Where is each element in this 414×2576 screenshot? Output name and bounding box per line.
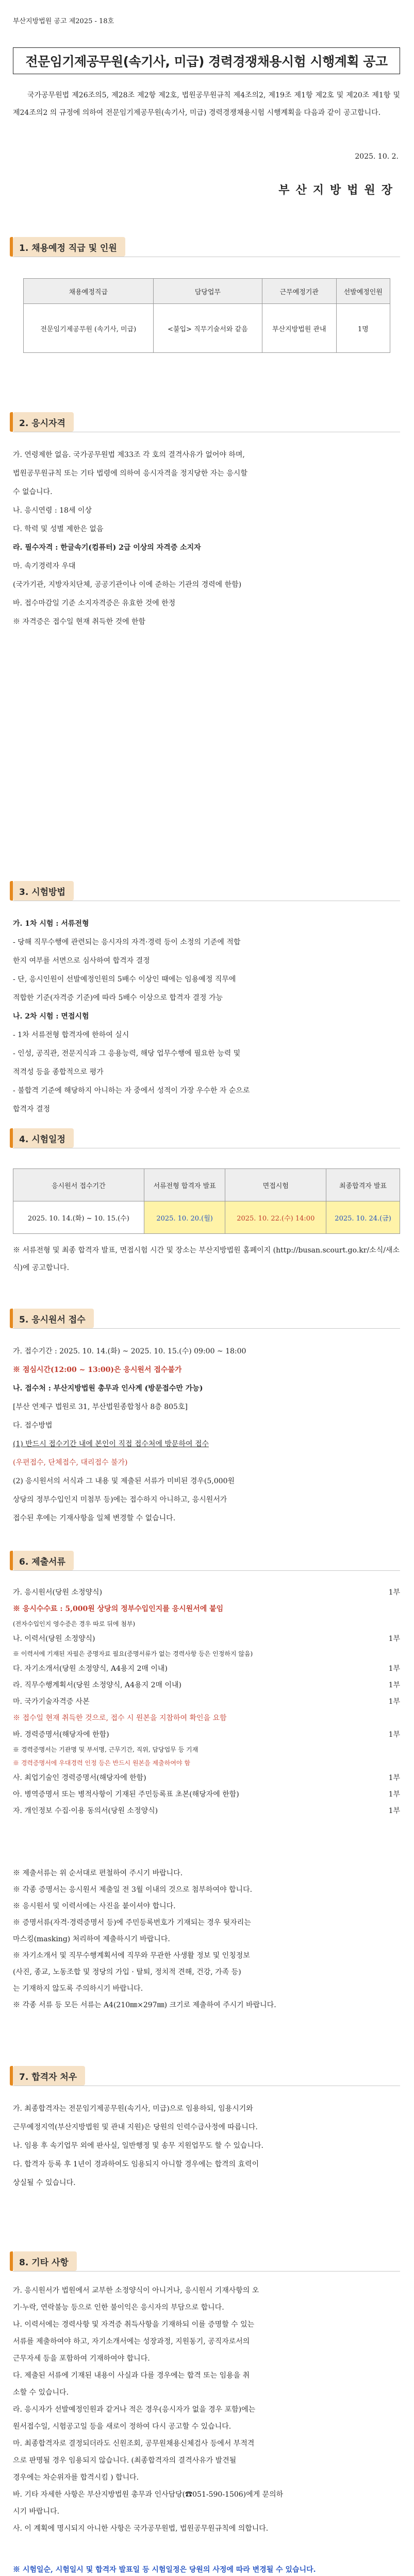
doc-label: 바. 경력증명서(해당자에 한함)	[13, 1731, 109, 1739]
schedule-cell-1: 2025. 10. 20.(월)	[144, 1201, 225, 1234]
schedule-header-0: 응시원서 접수기간	[13, 1169, 144, 1201]
list-item: 가. 연령제한 없음. 국가공무원법 제33조 각 호의 결격사유가 없어야 하며,	[13, 451, 245, 459]
list-item: [부산 연제구 법원로 31, 부산법원종합청사 8층 805호]	[13, 1403, 188, 1411]
section-8	[13, 2251, 400, 2272]
section-3	[13, 881, 400, 901]
recruit-header-0: 채용예정직급	[24, 279, 154, 304]
section-7-title: 7. 합격자 처우	[13, 2066, 85, 2086]
doc-count: 1부	[388, 1774, 400, 1782]
list-item: ※ 각종 증명서는 응시원서 제출일 전 3월 이내의 것으로 첨부하여야 합니다.	[13, 1886, 253, 1894]
list-item	[13, 1803, 400, 1819]
list-item: 사. 이 계획에 명시되지 아니한 사항은 국가공무원법, 법원공무원규칙에 의합니다.	[13, 2524, 269, 2533]
list-item: - 인성, 공직관, 전문지식과 그 응용능력, 해당 업무수행에 필요한 능력 및	[13, 1049, 241, 1058]
list-item: 서류를 제출하여야 하고, 자기소개서에는 성장과정, 지원동기, 공직자로서의	[13, 2337, 250, 2346]
doc-label: 라. 직무수행계획서(당원 소정양식, A4용지 2매 이내)	[13, 1681, 181, 1689]
list-item: (우편접수, 단체접수, 대리접수 불가)	[13, 1459, 128, 1467]
doc-label: ※ 경력증명서는 기관명 및 부서명, 근무기간, 직위, 담당업무 등 기재	[13, 1746, 198, 1753]
doc-label: ※ 경력증명서에 우대경력 인정 등은 반드시 원본을 제출하여야 함	[13, 1759, 190, 1767]
notice-date: 2025. 10. 2.	[355, 152, 399, 161]
list-item: 소할 수 있습니다.	[13, 2388, 69, 2397]
list-item: 다. 제출된 서류에 기재된 내용이 사실과 다를 경우에는 합격 또는 임용을 취	[13, 2371, 250, 2380]
list-item: 적합한 기준(자격증 기준)에 따라 5배수 이상으로 합격자 결정 가능	[13, 994, 223, 1002]
schedule-header-2: 면접시험	[225, 1169, 326, 1201]
schedule-cell-3: 2025. 10. 24.(금)	[326, 1201, 400, 1234]
section-7	[13, 2066, 400, 2086]
doc-label: 나. 이력서(당원 소정양식)	[13, 1635, 95, 1643]
section-2-title: 2. 응시자격	[13, 412, 74, 432]
list-item: ※ 자격증은 접수일 현재 취득한 것에 한함	[13, 618, 146, 626]
list-item	[13, 1743, 400, 1756]
doc-label: ※ 접수일 현재 취득한 것으로, 접수 시 원본을 지참하여 확인을 요함	[13, 1714, 227, 1722]
notice-number: 부산지방법원 공고 제2025 - 18호	[13, 18, 114, 25]
list-item: ※ 점심시간(12:00 ~ 13:00)은 응시원서 접수불가	[13, 1366, 182, 1374]
list-item: - 1차 서류전형 합격자에 한하여 실시	[13, 1031, 129, 1039]
list-item	[13, 1617, 400, 1631]
section-4-title: 4. 시험일정	[13, 1128, 74, 1148]
doc-label: ※ 이력서에 기재된 자필은 증명자료 필요(증명서류가 없는 경력사항 등은 인정하지 않음)	[13, 1650, 253, 1657]
section-6-title: 6. 제출서류	[13, 1551, 74, 1570]
doc-count: 1부	[388, 1588, 400, 1597]
list-item: 마. 최종합격자로 결정되더라도 신원조회, 공무원채용신체검사 등에서 부적격	[13, 2439, 255, 2448]
list-item: - 단, 응시인원이 선발예정인원의 5배수 이상인 때에는 임용예정 직무에	[13, 975, 236, 984]
doc-label: (전자수입인지 영수증은 경우 따로 뒤에 첨부)	[13, 1620, 136, 1628]
list-item: ※ 자기소개서 및 직무수행계획서에 직무와 무관한 사생활 정보 및 인칭정보	[13, 1952, 250, 1960]
schedule-cell-0: 2025. 10. 14.(화) ~ 10. 15.(수)	[13, 1201, 144, 1234]
intro-text: 국가공무원법 제26조의5, 제28조 제2항 제2호, 법원공무원규칙 제4조의2, 제19조 제1항 제2호 및 제20조 제1항 및 제24조의2 의 규정에 의하여 전문임기제공무원(속기사, 미급) 경력경쟁채용시험 시행계획을 다음과 같이 공고합니다.	[13, 91, 400, 117]
doc-count: 1부	[388, 1790, 400, 1799]
list-item	[13, 1786, 400, 1803]
list-item: 가. 최종합격자는 전문임기제공무원(속기사, 미급)으로 임용하되, 임용시기와	[13, 2105, 253, 2113]
list-item: 기·누락, 연락불능 등으로 인한 불이익은 응시자의 부담으로 합니다.	[13, 2303, 224, 2312]
list-item	[13, 1726, 400, 1743]
list-item: 합격자 결정	[13, 1105, 51, 1113]
doc-label: 가. 응시원서(당원 소정양식)	[13, 1588, 103, 1597]
list-item	[13, 1601, 400, 1617]
list-item: 상당의 정부수입인지 미첨부 등)에는 접수하지 아니하고, 응시원서가	[13, 1496, 227, 1504]
list-item: 가. 1차 시험 : 서류전형	[13, 920, 89, 928]
recruit-header-2: 근무예정기관	[262, 279, 336, 304]
list-item: (사진, 종교, 노동조합 및 정당의 가입 · 탈퇴, 정치적 견해, 건강, 가족 등)	[13, 1968, 241, 1976]
recruit-cell-0: 전문임기제공무원 (속기사, 미급)	[24, 304, 154, 353]
recruit-table	[23, 278, 390, 353]
list-item	[13, 1584, 400, 1601]
list-item: 가. 접수기간 : 2025. 10. 14.(화) ~ 2025. 10. 15.(수) 09:00 ~ 18:00	[13, 1347, 246, 1355]
list-item: - 불합격 기준에 해당하지 아니하는 자 중에서 성적이 가장 우수한 자 순으로	[13, 1087, 250, 1095]
list-item: 적격성 등을 종합적으로 평가	[13, 1068, 104, 1076]
doc-label: 다. 자기소개서(당원 소정양식, A4용지 2매 이내)	[13, 1665, 168, 1673]
list-item: 근무자세 등을 포함하여 기재하여야 합니다.	[13, 2354, 150, 2363]
page-title: 전문임기제공무원(속기사, 미급) 경력경쟁채용시험 시행계획 공고	[13, 47, 400, 74]
doc-label: 자. 개인정보 수집·이용 동의서(당원 소정양식)	[13, 1807, 158, 1815]
list-item: 가. 응시원서가 법원에서 교부한 소정양식이 아니거나, 응시원서 기재사항의 오	[13, 2286, 259, 2295]
list-item: 으로 판명될 경우 임용되지 않습니다. (최종합격자의 결격사유가 발견될	[13, 2456, 237, 2465]
doc-count: 1부	[388, 1698, 400, 1706]
qualification-list	[13, 446, 400, 631]
doc-count: 1부	[388, 1635, 400, 1643]
list-item: ※ 제출서류는 위 순서대로 편철하여 주시기 바랍니다.	[13, 1869, 183, 1877]
list-item: 라. 필수자격 : 한글속기(컴퓨터) 2급 이상의 자격증 소지자	[13, 544, 201, 552]
list-item: 법원공무원규칙 또는 기타 법령에 의하여 응시자격을 정지당한 자는 응시할	[13, 469, 247, 478]
list-item: 나. 응시연령 : 18세 이상	[13, 506, 92, 515]
section-8-title: 8. 기타 사항	[13, 2251, 77, 2271]
list-item: 다. 합격자 등록 후 1년이 경과하여도 임용되지 아니할 경우에는 합격의 효력이	[13, 2160, 259, 2168]
doc-count: 1부	[388, 1731, 400, 1739]
list-item: 는 기재하지 않도록 주의하시기 바랍니다.	[13, 1985, 143, 1993]
list-item: 라. 응시자가 선발예정인원과 같거나 적은 경우(응시자가 없을 경우 포함)에는	[13, 2405, 256, 2414]
doc-label: 아. 병역증명서 또는 병적사항이 기재된 주민등록표 초본(해당자에 한함)	[13, 1790, 239, 1799]
list-item: (1) 반드시 접수기간 내에 본인이 직접 접수처에 방문하여 접수	[13, 1440, 209, 1448]
section-4	[13, 1128, 400, 1148]
list-item: 다. 학력 및 성별 제한은 없음	[13, 525, 104, 533]
receipt-list	[13, 1342, 400, 1528]
list-item: 나. 임용 후 속기업무 외에 판사실, 일반행정 및 송무 지원업무도 할 수 있습니다.	[13, 2142, 263, 2150]
list-item	[13, 1660, 400, 1677]
list-item	[13, 1770, 400, 1786]
doc-label: ※ 응시수수료 : 5,000원 상당의 정부수입인지를 응시원서에 붙임	[13, 1605, 224, 1613]
section-5-title: 5. 응시원서 접수	[13, 1309, 94, 1328]
list-item: 바. 기타 자세한 사항은 부산지방법원 총무과 인사담당(☎051-590-1506)에게 문의하	[13, 2490, 284, 2499]
list-item	[13, 1677, 400, 1693]
list-item: ※ 응시원서 및 이력서에는 사진을 붙이셔야 합니다.	[13, 1902, 176, 1910]
section-2	[13, 412, 400, 432]
section-1	[13, 237, 400, 257]
doc-count: 1부	[388, 1665, 400, 1673]
section-6	[13, 1551, 400, 1571]
list-item	[13, 1710, 400, 1726]
doc-label: 사. 최업기술인 경력증명서(해당자에 한함)	[13, 1774, 146, 1782]
list-item: 다. 접수방법	[13, 1421, 53, 1430]
schedule-header-1: 서류전형 합격자 발표	[144, 1169, 225, 1201]
recruit-header-3: 선발예정인원	[336, 279, 390, 304]
list-item: 마스킹(masking) 처리하여 제출하시기 바랍니다.	[13, 1935, 170, 1943]
recruit-header-1: 담당업무	[153, 279, 262, 304]
signer: 부산지방법원장	[278, 183, 399, 197]
list-item: 바. 접수마감일 기준 소지자격증은 유효한 것에 한정	[13, 599, 176, 607]
section-3-title: 3. 시험방법	[13, 881, 74, 901]
docs-notes	[13, 1865, 400, 2013]
list-item: (국가기관, 지방자치단체, 공공기관이나 이에 준하는 기관의 경력에 한함)	[13, 581, 242, 589]
list-item: ※ 각종 서류 등 모든 서류는 A4(210㎜×297㎜) 크기로 제출하여 주시기 바랍니다.	[13, 2001, 276, 2009]
section-5	[13, 1309, 400, 1329]
list-item: 시기 바랍니다.	[13, 2507, 60, 2516]
doc-count: 1부	[388, 1681, 400, 1689]
recruit-cell-3: 1명	[336, 304, 390, 353]
list-item: 접수된 후에는 기재사항을 일체 변경할 수 없습니다.	[13, 1514, 176, 1522]
recruit-cell-1: <불입> 직무기술서와 같음	[153, 304, 262, 353]
method-list	[13, 914, 400, 1118]
list-item: 경우에는 차순위자를 합격시킴 ) 합니다.	[13, 2473, 139, 2482]
list-item: 근무예정지역(부산지방법원 및 관내 지원)은 당원의 인력수급사정에 따릅니다.	[13, 2123, 258, 2131]
list-item	[13, 1693, 400, 1710]
list-item: 마. 속기경력자 우대	[13, 562, 76, 570]
docs-list	[13, 1584, 400, 1819]
recruit-cell-2: 부산지방법원 관내	[262, 304, 336, 353]
schedule-table	[13, 1168, 400, 1234]
section-1-title: 1. 채용예정 직급 및 인원	[13, 237, 125, 257]
list-item: 나. 접수처 : 부산지방법원 총무과 인사계 (방문접수만 가능)	[13, 1384, 203, 1393]
doc-count: 1부	[388, 1807, 400, 1815]
list-item: 나. 이력서에는 경력사항 및 자격증 취득사항을 기재하되 이를 증명할 수 있는	[13, 2320, 255, 2329]
etc-list	[13, 2282, 400, 2537]
schedule-cell-2: 2025. 10. 22.(수) 14:00	[225, 1201, 326, 1234]
list-item	[13, 1756, 400, 1770]
list-item: (2) 응시원서의 서식과 그 내용 및 제출된 서류가 미비된 경우(5,000원	[13, 1477, 235, 1485]
list-item: 수 없습니다.	[13, 488, 53, 496]
list-item: 한지 여부를 서면으로 심사하여 합격자 결정	[13, 957, 150, 965]
list-item	[13, 1631, 400, 1647]
doc-label: 마. 국가기술자격증 사본	[13, 1698, 90, 1706]
list-item	[13, 1647, 400, 1660]
schedule-header-3: 최종합격자 발표	[326, 1169, 400, 1201]
schedule-note: ※ 서류전형 및 최종 합격자 발표, 면접시험 시간 및 장소는 부산지방법원 홈페이지 (http://busan.scourt.go.kr/소식/새소식)에 공고합니다.	[13, 1246, 400, 1272]
list-item: - 당해 직무수행에 관련되는 응시자의 자격·경력 등이 소정의 기준에 적합	[13, 938, 241, 946]
list-item: ※ 증명서류(자격·경력증명서 등)에 주민등록번호가 기재되는 경우 뒷자리는	[13, 1919, 251, 1927]
list-item: 상실될 수 있습니다.	[13, 2179, 76, 2187]
list-item: 원서접수일, 시험공고일 등을 새로이 정하여 다시 공고할 수 있습니다.	[13, 2422, 231, 2431]
treatment-list	[13, 2099, 400, 2192]
final-note: ※ 시험일순, 시험일시 및 합격자 발표일 등 시험일정은 당원의 사정에 따라 변경될 수 있습니다.	[13, 2566, 316, 2574]
list-item: 나. 2차 시험 : 면접시험	[13, 1012, 89, 1021]
